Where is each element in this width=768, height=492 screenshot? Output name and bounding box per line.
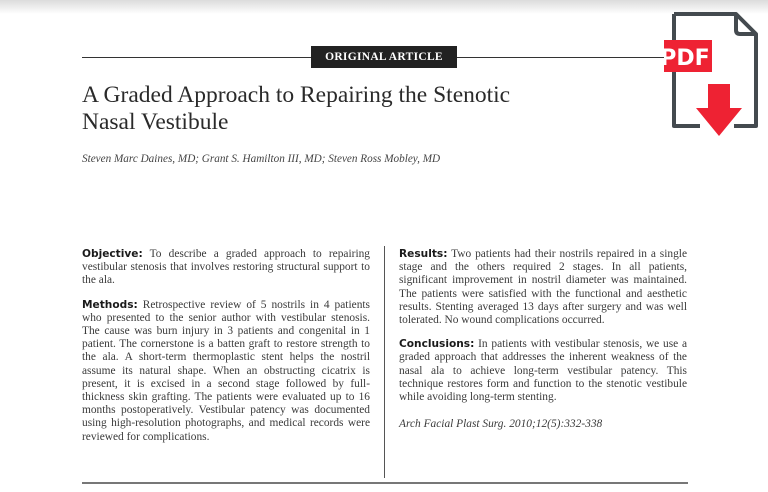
methods-text: Retrospective review of 5 nostrils in 4 patients who presented to the senior author with vestibular stenosis. The cause was burn injury in 3 patients and congenital in 1 patient. The cornerstone is a batten graft to restore strength to the ala. A short-term thermoplastic stent helps the nostril assume its natural shape. When an obstructing cicatrix is present, it is excised in a second stage followed by full-thickness skin grafting. The patients were evaluated up to 16 months postoperatively. Vestibular patency was documented using high-resolution photographs, and medical records were reviewed for complications. — [82, 298, 370, 443]
abstract-left-column — [82, 248, 370, 455]
top-shadow — [0, 0, 768, 14]
pdf-label: PDF — [664, 46, 710, 71]
title-line-2: Nasal Vestibule — [82, 109, 229, 135]
citation: Arch Facial Plast Surg. 2010;12(5):332-338 — [399, 418, 603, 431]
title-line-1: A Graded Approach to Repairing the Stenotic — [82, 82, 511, 108]
results-label: Results: — [399, 248, 448, 260]
objective-paragraph — [82, 248, 370, 288]
pdf-download-button[interactable] — [664, 10, 768, 140]
section-badge: ORIGINAL ARTICLE — [311, 46, 457, 68]
author-list: Steven Marc Daines, MD; Grant S. Hamilton III, MD; Steven Ross Mobley, MD — [82, 153, 441, 165]
article-title — [82, 82, 642, 136]
abstract-right-column — [399, 248, 687, 431]
conclusions-label: Conclusions: — [399, 338, 475, 351]
results-paragraph — [399, 248, 687, 327]
bottom-rule — [82, 482, 688, 484]
conclusions-paragraph — [399, 338, 687, 404]
objective-label: Objective: — [82, 248, 143, 260]
column-divider — [384, 246, 385, 478]
results-text: Two patients had their nostrils repaired in a single stage and the others required 2 stages. In all patients, significant improvement in nostril diameter was maintained. The patients were satisfied with the functional and aesthetic results. Stenting averaged 13 days after surgery and was well tolerated. No wound complications occurred. — [399, 248, 687, 327]
methods-paragraph — [82, 299, 370, 444]
pdf-download-icon — [664, 10, 768, 140]
objective-text: To describe a graded approach to repairing vestibular stenosis that involves restoring structural support to the ala. — [82, 248, 370, 287]
methods-label: Methods: — [82, 298, 138, 311]
conclusions-text: In patients with vestibular stenosis, we use a graded approach that addresses the inherent weakness of the nasal ala to achieve long-term vestibular patency. This technique restores form and function to the stenotic vestibule while avoiding long-term stenting. — [399, 338, 687, 404]
